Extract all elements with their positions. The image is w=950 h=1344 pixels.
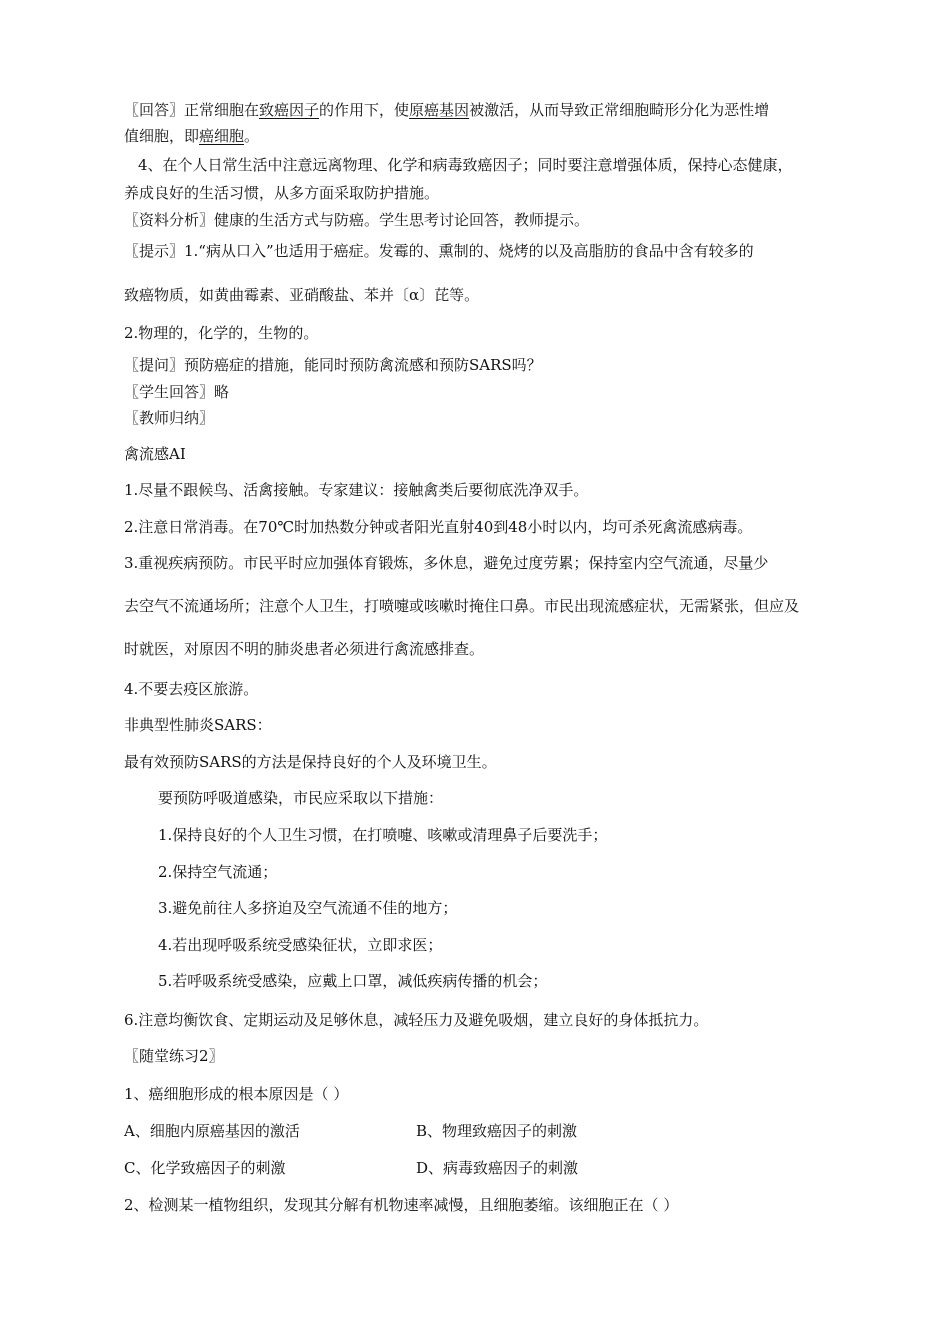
measure-item-6: 6.注意均衡饮食、定期运动及足够休息，减轻压力及避免吸烟，建立良好的身体抵抗力。 — [124, 1011, 709, 1029]
avian-flu-item-3-line-2: 去空气不流通场所；注意个人卫生，打喷嚏或咳嗽时掩住口鼻。市民出现流感症状，无需紧张，但应及 — [124, 597, 800, 615]
hint-paragraph-line-2: 致癌物质，如黄曲霉素、亚硝酸盐、苯并〔α〕芘等。 — [124, 286, 480, 304]
answer-paragraph-line-1 — [124, 100, 769, 120]
hint-item-2: 2.物理的，化学的，生物的。 — [124, 324, 319, 342]
hint-paragraph-line-1: 〖提示〗1.“病从口入”也适用于癌症。发霉的、熏制的、烧烤的以及高脂肪的食品中含有较多的 — [124, 242, 754, 260]
teacher-summary-label: 〖教师归纳〗 — [124, 409, 215, 427]
avian-flu-item-2: 2.注意日常消毒。在70℃时加热数分钟或者阳光直射40到48小时以内，均可杀死禽流感病毒。 — [124, 518, 753, 536]
answer-prefix: 〖回答〗正常细胞在 — [124, 101, 260, 119]
measure-item: 3.避免前往人多挤迫及空气流通不佳的地方； — [158, 899, 458, 917]
prevention-paragraph-line-2: 养成良好的生活习惯，从多方面采取防护措施。 — [124, 184, 440, 202]
question-2-stem: 2、检测某一植物组织，发现其分解有机物速率减慢，且细胞萎缩。该细胞正在（ ） — [124, 1196, 679, 1214]
sars-intro: 最有效预防SARS的方法是保持良好的个人及环境卫生。 — [124, 753, 497, 771]
answer-mid-1: 的作用下，使 — [319, 101, 410, 119]
measure-item: 1.保持良好的个人卫生习惯，在打喷嚏、咳嗽或清理鼻子后要洗手； — [158, 826, 608, 844]
question-1-option-a: A、细胞内原癌基因的激活 — [124, 1122, 300, 1140]
answer-mid-2: 被激活，从而导致正常细胞畸形分化为恶性增 — [469, 101, 770, 119]
avian-flu-item-1: 1.尽量不跟候鸟、活禽接触。专家建议：接触禽类后要彻底洗净双手。 — [124, 481, 589, 499]
answer-end: 。 — [244, 127, 260, 145]
sars-heading: 非典型性肺炎SARS： — [124, 716, 272, 734]
avian-flu-heading: 禽流感AI — [124, 445, 186, 463]
data-analysis-paragraph: 〖资料分析〗健康的生活方式与防癌。学生思考讨论回答，教师提示。 — [124, 211, 590, 229]
avian-flu-item-3-line-1: 3.重视疾病预防。市民平时应加强体育锻炼，多休息，避免过度劳累；保持室内空气流通，尽量少 — [124, 554, 769, 572]
avian-flu-item-4: 4.不要去疫区旅游。 — [124, 680, 259, 698]
measure-item: 5.若呼吸系统受感染，应戴上口罩，减低疾病传播的机会； — [158, 972, 548, 990]
measure-item: 2.保持空气流通； — [158, 863, 278, 881]
measure-item: 4.若出现呼吸系统受感染征状，立即求医； — [158, 936, 443, 954]
proto-oncogene-term: 原癌基因 — [409, 101, 470, 119]
question-1-option-d: D、病毒致癌因子的刺激 — [416, 1159, 579, 1177]
avian-flu-item-3-line-3: 时就医，对原因不明的肺炎患者必须进行禽流感排查。 — [124, 640, 485, 658]
carcinogen-term: 致癌因子 — [259, 101, 320, 119]
student-answer-label: 〖学生回答〗略 — [124, 383, 230, 401]
question-paragraph: 〖提问〗预防癌症的措施，能同时预防禽流感和预防SARS吗？ — [124, 356, 542, 374]
practice-heading: 〖随堂练习2〗 — [124, 1047, 224, 1065]
question-1-option-b: B、物理致癌因子的刺激 — [416, 1122, 578, 1140]
answer-paragraph-line-2 — [124, 126, 259, 146]
answer-mid-3: 值细胞，即 — [124, 127, 200, 145]
cancer-cell-term: 癌细胞 — [199, 127, 245, 145]
question-1-option-c: C、化学致癌因子的刺激 — [124, 1159, 286, 1177]
prevention-paragraph-line-1: 4、在个人日常生活中注意远离物理、化学和病毒致癌因子；同时要注意增强体质，保持心态健康， — [138, 156, 793, 174]
respiratory-measures-intro: 要预防呼吸道感染，市民应采取以下措施： — [158, 789, 444, 807]
question-1-stem: 1、癌细胞形成的根本原因是（ ） — [124, 1085, 349, 1103]
